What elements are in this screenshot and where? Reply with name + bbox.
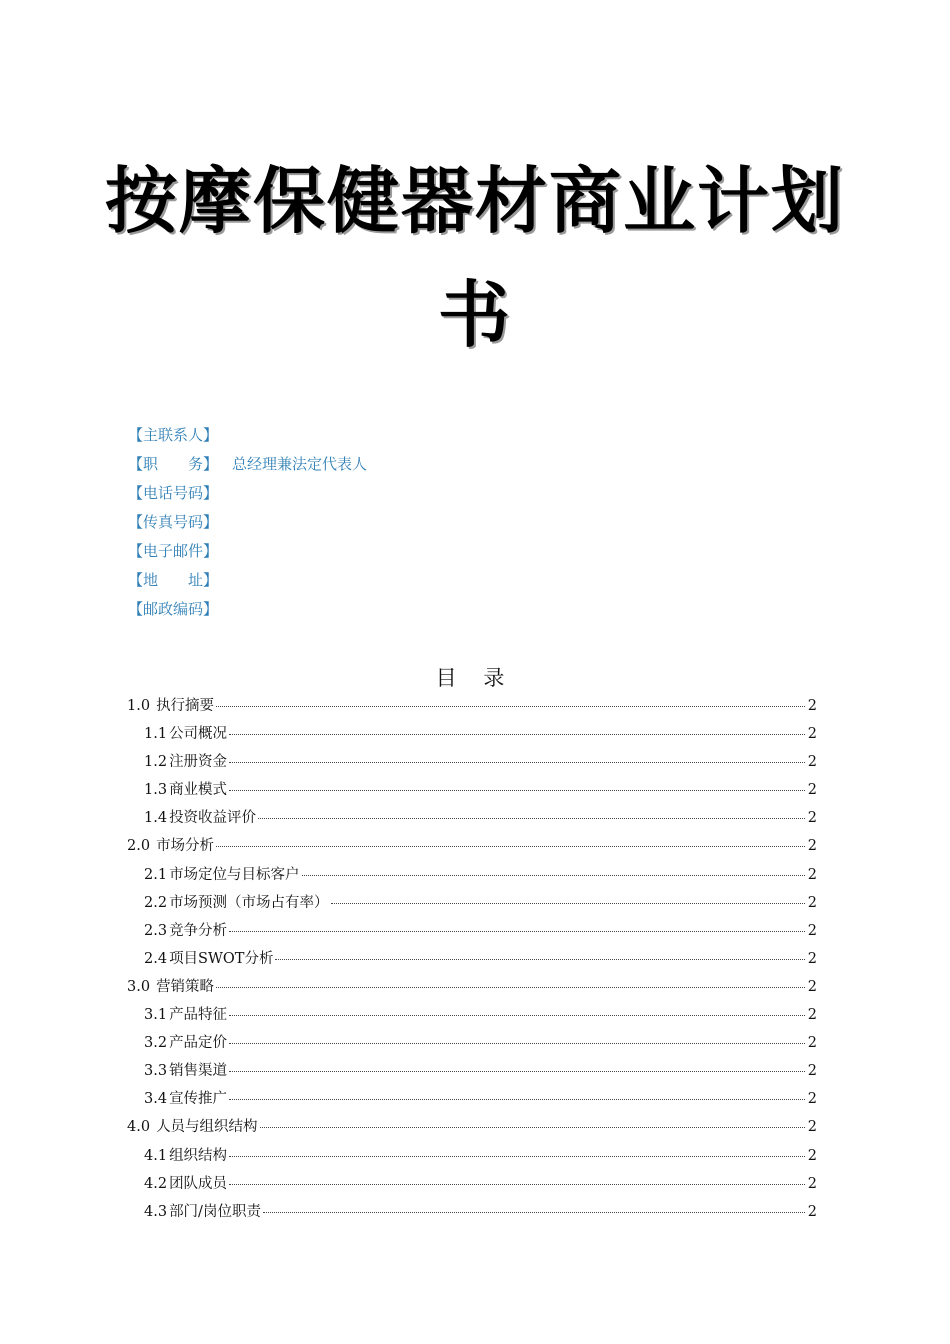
toc-leader-dots <box>229 1155 805 1157</box>
toc-entry-page: 2 <box>807 782 817 799</box>
toc-entry-page: 2 <box>807 978 817 995</box>
contact-row <box>128 508 367 537</box>
toc-entry-1-3[interactable] <box>127 776 817 804</box>
toc-entry-number: 4.0 <box>127 1119 151 1136</box>
toc-entry-number: 1.4 <box>144 810 168 827</box>
toc-entry-number: 4.2 <box>144 1175 168 1192</box>
toc-entry-page: 2 <box>807 1091 817 1108</box>
toc-entry-3-1[interactable] <box>127 1001 817 1029</box>
toc-entry-number: 2.1 <box>144 866 168 883</box>
toc-leader-dots <box>229 1070 805 1072</box>
toc-entry-number: 1.2 <box>144 754 168 771</box>
toc-entry-2-0[interactable] <box>127 832 817 860</box>
toc-entry-text: 营销策略 <box>156 978 215 995</box>
contact-row <box>128 450 367 479</box>
toc-leader-dots <box>302 874 805 876</box>
toc-entry-text: 投资收益评价 <box>169 810 257 827</box>
toc-entry-1-4[interactable] <box>127 804 817 832</box>
toc-entry-2-3[interactable] <box>127 917 817 945</box>
toc-entry-text: 竞争分析 <box>169 922 228 939</box>
document-title-line-1: 按摩保健器材商业计划 <box>104 158 845 244</box>
toc-entry-3-3[interactable] <box>127 1057 817 1085</box>
contact-label: 【邮政编码】 <box>128 600 219 618</box>
toc-entry-page: 2 <box>807 894 817 911</box>
contact-label: 【职 务】 <box>128 455 219 473</box>
toc-heading: 目 录 <box>435 666 515 690</box>
toc-entry-1-1[interactable] <box>127 720 817 748</box>
toc-entry-page: 2 <box>807 866 817 883</box>
toc-entry-4-2[interactable] <box>127 1170 817 1198</box>
toc-entry-3-4[interactable] <box>127 1085 817 1113</box>
toc-entry-page: 2 <box>807 838 817 855</box>
toc-entry-text: 产品特征 <box>169 1007 228 1024</box>
toc-entry-4-0[interactable] <box>127 1113 817 1141</box>
toc-leader-dots <box>229 789 805 791</box>
document-title-line-2: 书 <box>437 272 512 358</box>
toc-entry-number: 3.2 <box>144 1035 168 1052</box>
toc-entry-number: 3.0 <box>127 978 151 995</box>
toc-entry-page: 2 <box>807 698 817 714</box>
contact-row <box>128 595 367 624</box>
toc-entry-page: 2 <box>807 754 817 771</box>
toc-entry-page: 2 <box>807 1203 817 1220</box>
toc-entry-2-1[interactable] <box>127 861 817 889</box>
toc-entry-page: 2 <box>807 1147 817 1164</box>
toc-leader-dots <box>260 1126 805 1128</box>
toc-entry-text: 公司概况 <box>169 726 228 743</box>
toc-entry-3-2[interactable] <box>127 1029 817 1057</box>
contact-label: 【电子邮件】 <box>128 542 219 560</box>
contact-info <box>128 421 367 624</box>
toc-entry-page: 2 <box>807 810 817 827</box>
toc-entry-number: 1.1 <box>144 726 168 743</box>
toc-leader-dots <box>216 845 805 847</box>
toc-leader-dots <box>229 930 805 932</box>
toc-leader-dots <box>258 817 805 819</box>
toc-entry-number: 2.2 <box>144 894 168 911</box>
toc-entry-text: 部门/岗位职责 <box>169 1203 261 1220</box>
toc-entry-1-0[interactable] <box>127 692 817 720</box>
toc-entry-page: 2 <box>807 726 817 743</box>
toc-leader-dots <box>229 1183 805 1185</box>
contact-value: 总经理兼法定代表人 <box>232 455 368 473</box>
toc-entry-page: 2 <box>807 1175 817 1192</box>
contact-row <box>128 537 367 566</box>
toc-entry-page: 2 <box>807 1119 817 1136</box>
toc-entry-text: 项目SWOT分析 <box>169 950 274 967</box>
toc-entry-2-4[interactable] <box>127 945 817 973</box>
toc-leader-dots <box>229 1042 805 1044</box>
toc-entry-number: 1.0 <box>127 698 151 714</box>
toc-entry-page: 2 <box>807 1063 817 1080</box>
toc-entry-number: 3.3 <box>144 1063 168 1080</box>
toc-entry-4-3[interactable] <box>127 1198 817 1226</box>
toc-entry-text: 执行摘要 <box>156 698 215 714</box>
toc-entry-text: 商业模式 <box>169 782 228 799</box>
toc-leader-dots <box>331 902 805 904</box>
toc-entry-number: 1.3 <box>144 782 168 799</box>
toc-entry-number: 2.4 <box>144 950 168 967</box>
toc-leader-dots <box>229 1014 805 1016</box>
toc-entry-text: 市场预测（市场占有率） <box>169 894 329 911</box>
toc-entry-text: 市场分析 <box>156 838 215 855</box>
toc-entry-text: 宣传推广 <box>169 1091 228 1108</box>
toc-entry-text: 注册资金 <box>169 754 228 771</box>
table-of-contents <box>127 692 817 1226</box>
toc-entry-text: 组织结构 <box>169 1147 228 1164</box>
toc-entry-text: 团队成员 <box>169 1175 228 1192</box>
toc-leader-dots <box>216 705 805 707</box>
toc-entry-page: 2 <box>807 1035 817 1052</box>
toc-entry-page: 2 <box>807 950 817 967</box>
toc-leader-dots <box>275 958 805 960</box>
toc-entry-text: 销售渠道 <box>169 1063 228 1080</box>
toc-leader-dots <box>263 1211 805 1213</box>
contact-row <box>128 566 367 595</box>
toc-entry-page: 2 <box>807 922 817 939</box>
toc-leader-dots <box>229 733 805 735</box>
toc-entry-number: 4.3 <box>144 1203 168 1220</box>
contact-label: 【传真号码】 <box>128 513 219 531</box>
toc-entry-number: 2.0 <box>127 838 151 855</box>
toc-entry-1-2[interactable] <box>127 748 817 776</box>
toc-entry-text: 市场定位与目标客户 <box>169 866 300 883</box>
toc-entry-3-0[interactable] <box>127 973 817 1001</box>
contact-label: 【主联系人】 <box>128 426 219 444</box>
toc-entry-text: 人员与组织结构 <box>156 1119 258 1136</box>
toc-leader-dots <box>229 1098 805 1100</box>
toc-entry-number: 3.4 <box>144 1091 168 1108</box>
contact-row <box>128 421 367 450</box>
contact-label: 【地 址】 <box>128 571 219 589</box>
toc-entry-text: 产品定价 <box>169 1035 228 1052</box>
toc-entry-4-1[interactable] <box>127 1142 817 1170</box>
toc-entry-number: 3.1 <box>144 1007 168 1024</box>
toc-entry-page: 2 <box>807 1007 817 1024</box>
contact-label: 【电话号码】 <box>128 484 219 502</box>
contact-row <box>128 479 367 508</box>
toc-entry-number: 2.3 <box>144 922 168 939</box>
toc-entry-number: 4.1 <box>144 1147 168 1164</box>
toc-leader-dots <box>229 761 805 763</box>
toc-entry-2-2[interactable] <box>127 889 817 917</box>
document-title <box>0 144 950 372</box>
toc-leader-dots <box>216 986 805 988</box>
